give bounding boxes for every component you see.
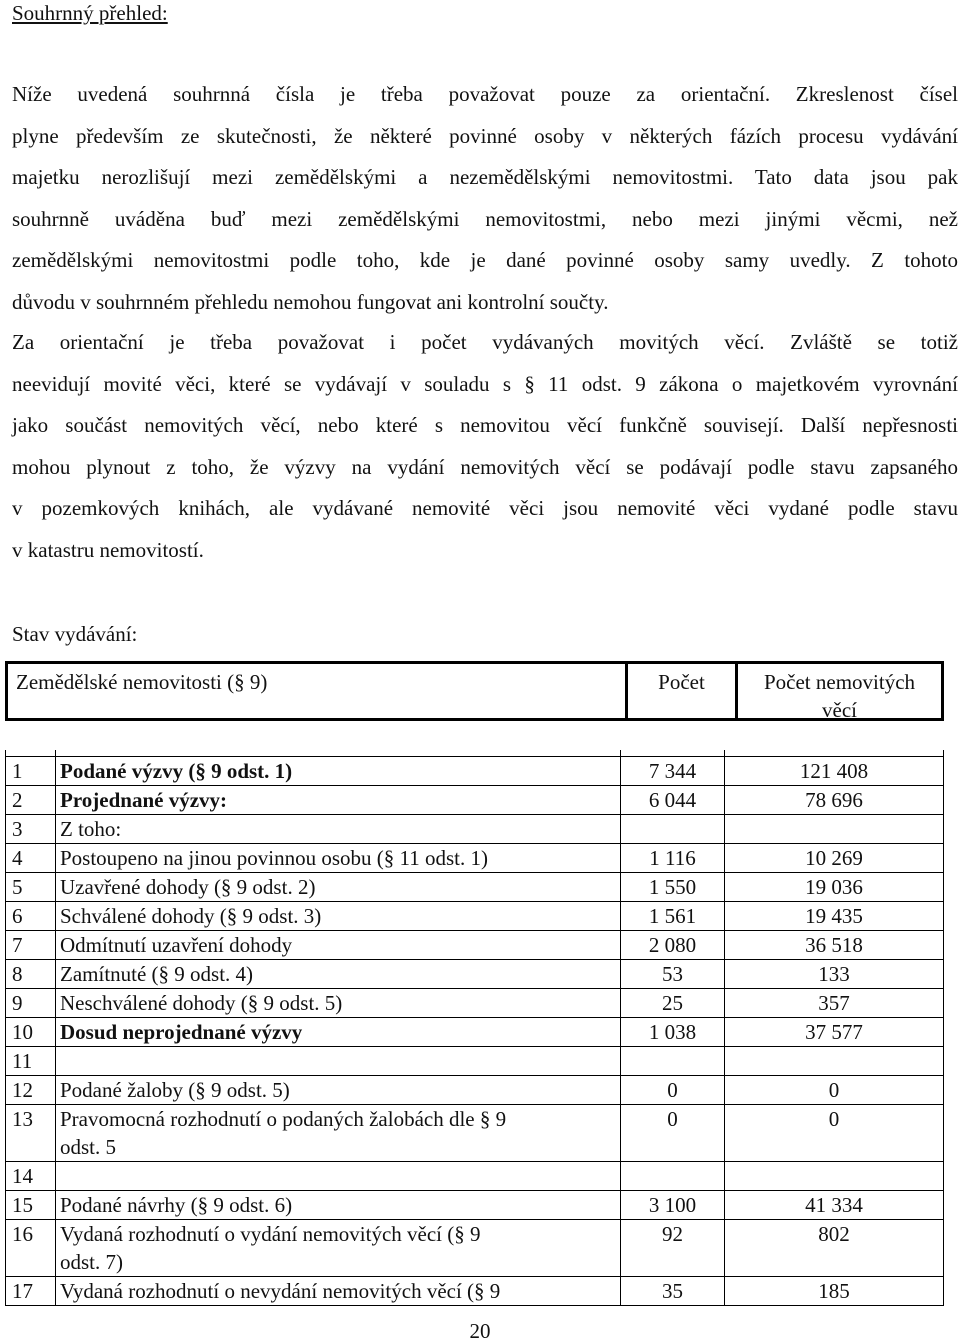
- table-row: [6, 931, 944, 960]
- row-label: [56, 757, 621, 786]
- table-row: [6, 902, 944, 931]
- table-row: [6, 873, 944, 902]
- row-number: 14: [6, 1162, 56, 1191]
- row-items: 41 334: [725, 1191, 944, 1220]
- row-number: 5: [6, 873, 56, 902]
- row-number: 3: [6, 815, 56, 844]
- row-label: [56, 931, 621, 960]
- row-label-text: Vydaná rozhodnutí o nevydání nemovitých věcí (§ 9: [60, 1279, 501, 1303]
- row-items: 19 435: [725, 902, 944, 931]
- row-label: [56, 844, 621, 873]
- row-number: 7: [6, 931, 56, 960]
- row-label-text: Podané žaloby (§ 9 odst. 5): [60, 1078, 290, 1102]
- row-label: [56, 1191, 621, 1220]
- row-items: [725, 1047, 944, 1076]
- row-number: 9: [6, 989, 56, 1018]
- row-number: 11: [6, 1047, 56, 1076]
- row-label: [56, 1105, 621, 1162]
- header-col-category: Zemědělské nemovitosti (§ 9): [16, 670, 268, 694]
- row-count: 6 044: [621, 786, 725, 815]
- row-number: 8: [6, 960, 56, 989]
- row-label: [56, 960, 621, 989]
- row-items: 78 696: [725, 786, 944, 815]
- row-items: 10 269: [725, 844, 944, 873]
- row-items: 19 036: [725, 873, 944, 902]
- row-label-text: Schválené dohody (§ 9 odst. 3): [60, 904, 322, 928]
- row-label-text: Podané návrhy (§ 9 odst. 6): [60, 1193, 293, 1217]
- row-items: 185: [725, 1277, 944, 1306]
- header-col-count: Počet: [625, 664, 735, 718]
- row-label-text: Podané výzvy (§ 9 odst. 1): [60, 759, 293, 783]
- table-row: [6, 1220, 944, 1277]
- row-count: 1 116: [621, 844, 725, 873]
- row-count: 35: [621, 1277, 725, 1306]
- table-row: [6, 1047, 944, 1076]
- text-line: zemědělskými nemovitostmi podle toho, kde je dané povinné osoby samy uvedly. Z tohoto: [12, 248, 958, 272]
- status-table: [5, 750, 944, 1306]
- row-count: 3 100: [621, 1191, 725, 1220]
- row-count: [621, 1162, 725, 1191]
- row-count: 1 038: [621, 1018, 725, 1047]
- table-row: [6, 757, 944, 786]
- row-label-text: Projednané výzvy:: [60, 788, 228, 812]
- text-line: Za orientační je třeba považovat i počet vydávaných movitých věcí. Zvláště se totiž: [12, 330, 958, 354]
- header-col-items-line1: Počet nemovitých: [763, 670, 916, 694]
- row-items: 133: [725, 960, 944, 989]
- row-items: 802: [725, 1220, 944, 1277]
- text-line: neevidují movité věci, které se vydávají v souladu s § 11 odst. 9 zákona o majetkovém vyrovnání: [12, 371, 958, 396]
- row-label-text: Odmítnutí uzavření dohody: [60, 933, 293, 957]
- row-number: 15: [6, 1191, 56, 1220]
- table-header: [5, 661, 944, 721]
- row-label-text: Zamítnuté (§ 9 odst. 4): [60, 962, 254, 986]
- row-items: [725, 1162, 944, 1191]
- row-label: [56, 989, 621, 1018]
- row-items: 121 408: [725, 757, 944, 786]
- table-row: [6, 989, 944, 1018]
- row-number: 6: [6, 902, 56, 931]
- text-line: majetku nerozlišují mezi zemědělskými a nezemědělskými nemovitostmi. Tato data jsou pak: [12, 165, 958, 189]
- row-label: [56, 1018, 621, 1047]
- row-count: 25: [621, 989, 725, 1018]
- row-items: 0: [725, 1105, 944, 1162]
- row-label: [56, 1277, 621, 1306]
- table-row: [6, 844, 944, 873]
- row-items: 36 518: [725, 931, 944, 960]
- table-row: [6, 1162, 944, 1191]
- row-label: [56, 1076, 621, 1105]
- row-items: 0: [725, 1076, 944, 1105]
- row-number: 17: [6, 1277, 56, 1306]
- row-count: [621, 1047, 725, 1076]
- row-number: 13: [6, 1105, 56, 1162]
- row-label-text: Z toho:: [60, 817, 122, 841]
- page-number: 20: [469, 1319, 491, 1343]
- text-line: důvodu v souhrnném přehledu nemohou fungovat ani kontrolní součty.: [12, 289, 609, 314]
- row-label: [56, 815, 621, 844]
- row-label-text: Neschválené dohody (§ 9 odst. 5): [60, 991, 343, 1015]
- row-label-text: Pravomocná rozhodnutí o podaných žalobách dle § 9: [60, 1107, 507, 1131]
- row-count: 2 080: [621, 931, 725, 960]
- table-row: [6, 1105, 944, 1162]
- row-label-text-cont: odst. 7): [60, 1250, 123, 1274]
- row-label: [56, 1047, 621, 1076]
- row-count: 1 550: [621, 873, 725, 902]
- row-label: [56, 786, 621, 815]
- row-items: 357: [725, 989, 944, 1018]
- table-row: [6, 1277, 944, 1306]
- row-count: 92: [621, 1220, 725, 1277]
- row-count: 53: [621, 960, 725, 989]
- row-count: 0: [621, 1076, 725, 1105]
- header-col-items: [735, 664, 941, 722]
- row-count: 1 561: [621, 902, 725, 931]
- table-row: [6, 1076, 944, 1105]
- row-label-text-cont: odst. 5: [60, 1135, 117, 1159]
- paragraph-intro: [12, 74, 958, 323]
- header-col-items-line2: věcí: [822, 698, 857, 722]
- row-count: 0: [621, 1105, 725, 1162]
- section-heading: Souhrnný přehled:: [12, 1, 168, 25]
- row-label: [56, 1162, 621, 1191]
- text-line: jako součást nemovitých věcí, nebo které s nemovitou věcí funkčně souvisejí. Další nepřesnosti: [12, 413, 958, 437]
- row-number: 4: [6, 844, 56, 873]
- text-line: v pozemkových knihách, ale vydávané nemovité věci jsou nemovité věci vydané podle stavu: [12, 496, 958, 520]
- row-items: [725, 815, 944, 844]
- text-line: Níže uvedená souhrnná čísla je třeba považovat pouze za orientační. Zkreslenost čísel: [12, 82, 958, 106]
- table-row: [6, 1191, 944, 1220]
- row-number: 16: [6, 1220, 56, 1277]
- table-row: [6, 815, 944, 844]
- row-number: 1: [6, 757, 56, 786]
- row-number: 12: [6, 1076, 56, 1105]
- row-label-text: Postoupeno na jinou povinnou osobu (§ 11 odst. 1): [60, 846, 488, 870]
- text-line: v katastru nemovitostí.: [12, 537, 204, 562]
- row-label: [56, 1220, 621, 1277]
- text-line: plyne především ze skutečnosti, že některé povinné osoby v některých fázích procesu vydávání: [12, 123, 958, 148]
- table-row: [6, 786, 944, 815]
- table-row: [6, 960, 944, 989]
- table-row: [6, 1018, 944, 1047]
- row-label-text: Dosud neprojednané výzvy: [60, 1020, 303, 1044]
- row-number: 10: [6, 1018, 56, 1047]
- text-line: souhrnně uváděna buď mezi zemědělskými nemovitostmi, nebo mezi jinými věcmi, než: [12, 206, 958, 231]
- row-items: 37 577: [725, 1018, 944, 1047]
- row-label-text: Uzavřené dohody (§ 9 odst. 2): [60, 875, 316, 899]
- row-count: [621, 815, 725, 844]
- table-title: Stav vydávání:: [12, 622, 138, 646]
- text-line: mohou plynout z toho, že výzvy na vydání nemovitých věcí se podávají podle stavu zapsaného: [12, 454, 958, 479]
- row-label: [56, 902, 621, 931]
- row-label-text: Vydaná rozhodnutí o vydání nemovitých věcí (§ 9: [60, 1222, 481, 1246]
- row-label: [56, 873, 621, 902]
- row-count: 7 344: [621, 757, 725, 786]
- row-number: 2: [6, 786, 56, 815]
- paragraph-movables: [12, 322, 958, 571]
